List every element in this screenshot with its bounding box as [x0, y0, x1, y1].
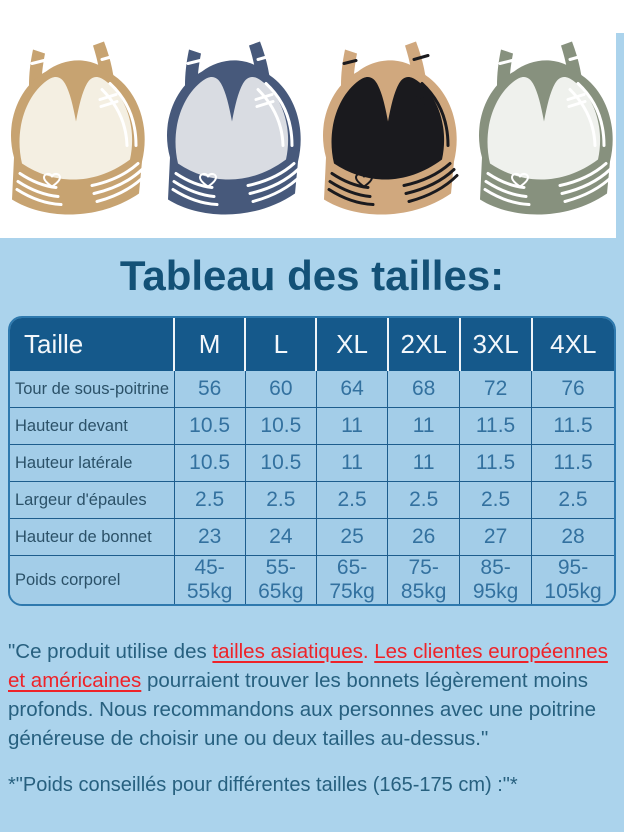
table-cell: 11	[388, 408, 460, 445]
table-cell: 45-55kg	[174, 556, 245, 605]
col-header-m: M	[174, 318, 245, 371]
bra-image-2	[156, 33, 312, 238]
table-cell: 75-85kg	[388, 556, 460, 605]
table-cell: 26	[388, 519, 460, 556]
table-cell: 95-105kg	[532, 556, 614, 605]
col-header-3xl: 3XL	[460, 318, 532, 371]
table-cell: 11	[316, 408, 387, 445]
table-cell: 11.5	[460, 408, 532, 445]
table-cell: 60	[245, 371, 316, 408]
table-cell: 55-65kg	[245, 556, 316, 605]
col-header-l: L	[245, 318, 316, 371]
table-cell: 2.5	[388, 482, 460, 519]
table-cell: 2.5	[316, 482, 387, 519]
table-cell: 11.5	[532, 445, 614, 482]
bra-image-3	[312, 33, 468, 238]
table-row-underbust	[10, 371, 614, 408]
row-label-body-weight: Poids corporel	[10, 556, 174, 605]
table-cell: 24	[245, 519, 316, 556]
page-title: Tableau des tailles:	[119, 252, 505, 299]
table-row-cup-height	[10, 519, 614, 556]
table-cell: 11.5	[532, 408, 614, 445]
table-row-front-height	[10, 408, 614, 445]
table-cell: 11	[388, 445, 460, 482]
table-cell: 56	[174, 371, 245, 408]
table-row-body-weight	[10, 556, 614, 605]
table-cell: 10.5	[245, 445, 316, 482]
table-cell: 72	[460, 371, 532, 408]
bra-image-1	[0, 33, 156, 238]
row-label-front-height: Hauteur devant	[10, 408, 174, 445]
table-cell: 85-95kg	[460, 556, 532, 605]
table-cell: 10.5	[174, 408, 245, 445]
note-paragraph	[8, 637, 616, 753]
col-header-2xl: 2XL	[388, 318, 460, 371]
product-gallery	[0, 0, 624, 238]
table-cell: 68	[388, 371, 460, 408]
row-label-cup-height: Hauteur de bonnet	[10, 519, 174, 556]
table-cell: 2.5	[532, 482, 614, 519]
table-cell: 64	[316, 371, 387, 408]
highlight-eu-us-clients: Les clientes européennes et américaines	[8, 640, 608, 692]
highlight-asian-sizes: tailles asiatiques	[212, 640, 363, 663]
note-text-start: "Ce produit utilise des	[8, 640, 213, 663]
table-cell: 11.5	[460, 445, 532, 482]
table-row-shoulder-width	[10, 482, 614, 519]
row-label-side-height: Hauteur latérale	[10, 445, 174, 482]
size-table	[8, 316, 616, 606]
table-cell: 2.5	[245, 482, 316, 519]
table-row-side-height	[10, 445, 614, 482]
table-cell: 28	[532, 519, 614, 556]
table-cell: 2.5	[460, 482, 532, 519]
table-cell: 76	[532, 371, 614, 408]
table-cell: 23	[174, 519, 245, 556]
table-cell: 10.5	[174, 445, 245, 482]
row-label-underbust: Tour de sous-poitrine	[10, 371, 174, 408]
table-cell: 2.5	[174, 482, 245, 519]
col-header-taille: Taille	[10, 318, 174, 371]
col-header-4xl: 4XL	[532, 318, 614, 371]
bra-image-4	[468, 33, 624, 238]
right-edge-strip	[616, 33, 624, 238]
weight-guide-note: *"Poids conseillés pour différentes tailles (165-175 cm) :"*	[8, 774, 518, 796]
note-text-end: pourraient trouver les bonnets légèrement moins profonds. Nous recommandons aux personnes avec une poitrine généreuse de choisir une ou deux tailles au-dessus."	[8, 669, 597, 750]
table-cell: 25	[316, 519, 387, 556]
table-cell: 27	[460, 519, 532, 556]
table-header-row	[10, 318, 614, 371]
table-cell: 11	[316, 445, 387, 482]
table-cell: 65-75kg	[316, 556, 387, 605]
col-header-xl: XL	[316, 318, 387, 371]
table-cell: 10.5	[245, 408, 316, 445]
row-label-shoulder-width: Largeur d'épaules	[10, 482, 174, 519]
note-red-period: .	[362, 640, 375, 663]
